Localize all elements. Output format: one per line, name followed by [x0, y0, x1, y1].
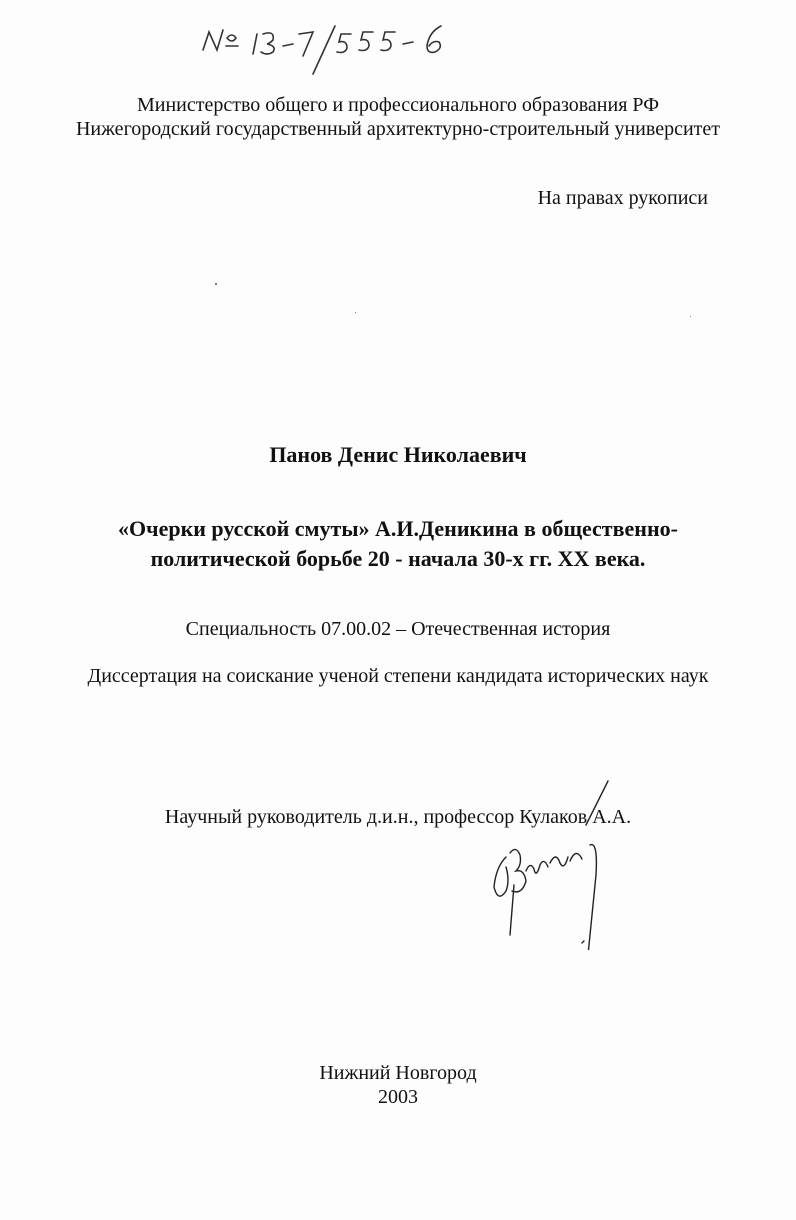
author-name: Панов Денис Николаевич — [269, 442, 527, 467]
dissertation-degree-line: Диссертация на соискание ученой степени кандидата исторических наук — [87, 665, 709, 687]
year-line: 2003 — [378, 1086, 418, 1108]
manuscript-note: На правах рукописи — [537, 187, 708, 209]
city-line: Нижний Новгород — [319, 1062, 477, 1084]
supervisor-signature — [480, 775, 620, 950]
ministry-line: Министерство общего и профессионального образования РФ — [136, 94, 659, 116]
handwritten-code — [195, 10, 515, 80]
specialty-line: Специальность 07.00.02 – Отечественная история — [185, 618, 611, 640]
scan-speck — [215, 283, 217, 285]
dissertation-title-line-2: политической борьбе 20 - начала 30-х гг. XX века. — [150, 546, 646, 571]
supervisor-line: Научный руководитель д.и.н., профессор Кулаков А.А. — [164, 806, 632, 828]
university-line: Нижегородский государственный архитектурно-строительный университет — [75, 118, 721, 140]
scan-speck — [355, 312, 356, 313]
scan-speck — [690, 316, 691, 317]
dissertation-title-line-1: «Очерки русской смуты» А.И.Деникина в общественно- — [118, 516, 678, 541]
